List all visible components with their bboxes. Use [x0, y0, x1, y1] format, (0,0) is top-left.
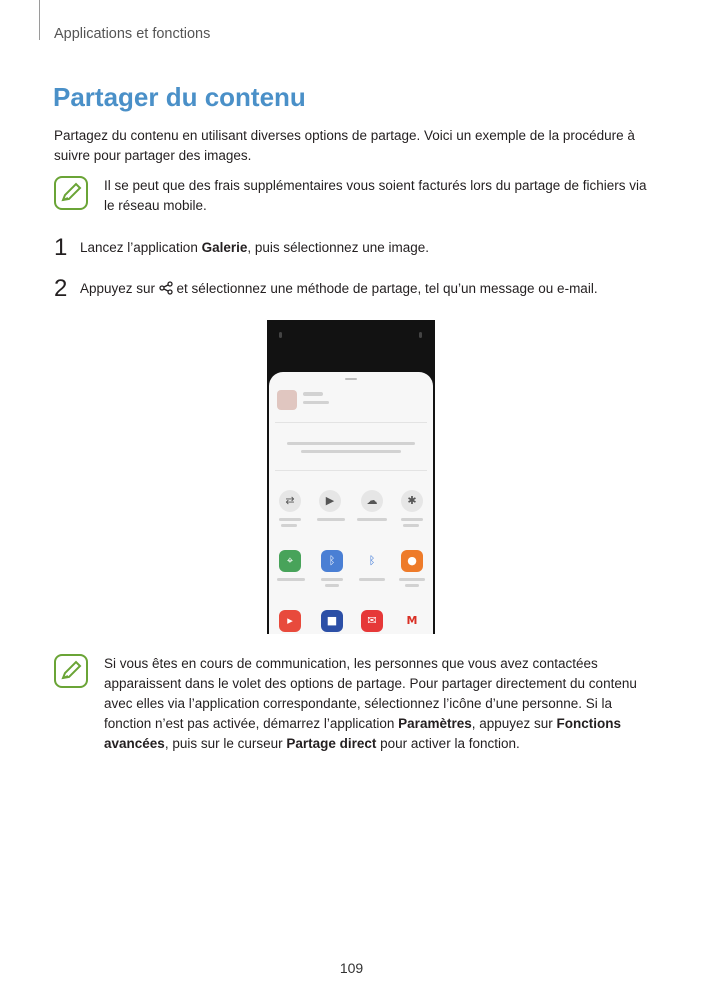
note-pencil-icon: [54, 176, 88, 210]
video-call-icon[interactable]: ■: [321, 610, 343, 632]
note-pencil-icon: [54, 654, 88, 688]
bluetooth-icon[interactable]: ᛒ: [361, 550, 383, 572]
page-number: 109: [339, 960, 364, 976]
page-title: Partager du contenu: [53, 82, 306, 112]
gmail-icon[interactable]: M: [401, 610, 423, 632]
intro-paragraph: Partagez du contenu en utilisant diverses options de partage. Voici un exemple de la procédure à suivre pour partager des images.: [54, 128, 635, 163]
quick-share-icon[interactable]: ⇄: [279, 490, 301, 512]
contact-icon[interactable]: ●: [401, 550, 423, 572]
phone-screenshot: [267, 320, 435, 634]
nearby-share-icon[interactable]: ✱: [401, 490, 423, 512]
bluetooth-icon[interactable]: ᛒ: [321, 550, 343, 572]
share-sheet: [269, 372, 433, 634]
step-text: Lancez l’application Galerie, puis sélectionnez une image.: [80, 240, 429, 255]
step-number: 1: [54, 234, 68, 261]
step-number: 2: [54, 275, 68, 302]
share-icon: [159, 281, 173, 295]
maps-icon[interactable]: ⌖: [279, 550, 301, 572]
note-1-text: Il se peut que des frais supplémentaires vous soient facturés lors du partage de fichiers via le réseau mobile.: [104, 178, 647, 213]
note-2-text: Si vous êtes en cours de communication, les personnes que vous avez contactées apparaissent dans le volet des options de partage. Pour partager directement du contenu avec elles via l’application correspondante, sélectionnez l’icône d’une personne. Si la fonction n’est pas activée, démarrez l’application Paramètres, appuyez sur Fonctions avancées, puis sur le curseur Partage direct pour activer la fonction.: [104, 656, 637, 751]
smart-view-icon[interactable]: ▶: [319, 490, 341, 512]
margin-line: [39, 0, 40, 40]
youtube-icon[interactable]: ▸: [279, 610, 301, 632]
email-icon[interactable]: ✉: [361, 610, 383, 632]
image-thumbnail: [277, 390, 297, 410]
sheet-handle[interactable]: [345, 378, 357, 380]
cloud-icon[interactable]: ☁: [361, 490, 383, 512]
section-header: Applications et fonctions: [54, 26, 211, 42]
step-text: Appuyez sur et sélectionnez une méthode de partage, tel qu’un message ou e-mail.: [80, 281, 598, 296]
